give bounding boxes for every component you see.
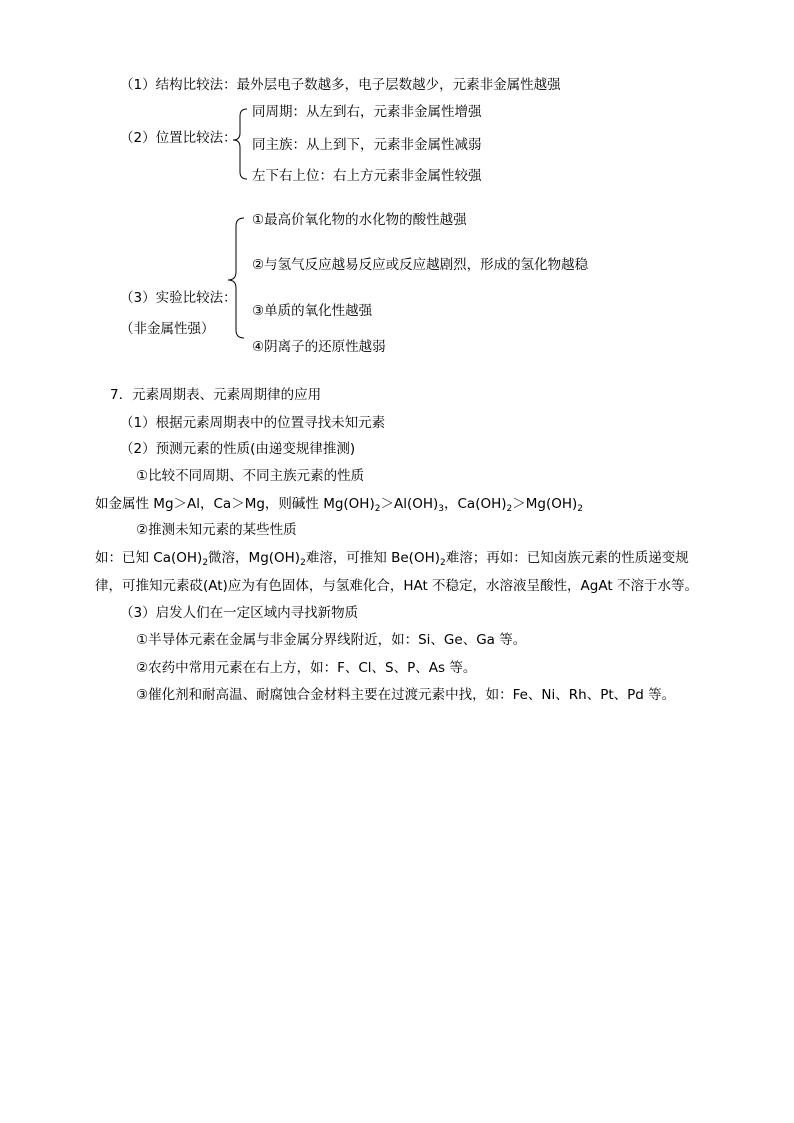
section-heading: 7．元素周期表、元素周期律的应用 [110,387,322,403]
position-item-lower-left-upper-right: 左下右上位：右上方元素非金属性较强 [252,168,482,184]
paragraph-3-item-catalyst: ③催化剂和耐高温、耐腐蚀合金材料主要在过渡元素中找，如：Fe、Ni、Rh、Pt、Pd 等。 [136,687,676,703]
experiment-item-hydrogen: ②与氢气反应越易反应或反应越剧烈，形成的氢化物越稳 [252,257,589,273]
struct-text: 最外层电子数越多，电子层数越少，元素非金属性越强 [236,77,561,93]
experiment-item-acid: ①最高价氧化物的水化物的酸性越强 [252,212,467,228]
struct-label: （1）结构比较法： [120,77,237,93]
paragraph-2b: ②推测未知元素的某些性质 [136,522,297,538]
example-2-line-2: 律，可推知元素砹(At)应为有色固体，与氢难化合，HAt 不稳定，水溶液呈酸性，AgAt 不溶于水等。 [95,578,698,594]
experiment-label: （3）实验比较法： [120,290,237,306]
position-item-same-group: 同主族：从上到下，元素非金属性减弱 [252,137,482,153]
position-item-same-period: 同周期：从左到右，元素非金属性增强 [252,104,482,120]
experiment-sublabel: （非金属性强） [120,321,215,337]
paragraph-3-item-semiconductor: ①半导体元素在金属与非金属分界线附近，如：Si、Ge、Ga 等。 [136,632,527,648]
paragraph-1: （1）根据元素周期表中的位置寻找未知元素 [120,415,386,431]
paragraph-3: （3）启发人们在一定区域内寻找新物质 [120,605,359,621]
paragraph-3-item-pesticide: ②农药中常用元素在右上方，如：F、Cl、S、P、As 等。 [136,660,477,676]
example-1: 如金属性 Mg＞Al，Ca＞Mg，则碱性 $Mg(OH)_2>Al(OH)_3$，$Ca(OH)_2>Mg(OH)_2$ [95,496,584,514]
experiment-item-oxidizing: ③单质的氧化性越强 [252,303,373,319]
example-2-line-1: 如：已知 $Ca(OH)_2$微溶，$Mg(OH)_2$难溶，可推知 $Be(OH)_2$难溶；再如：已知卤族元素的性质递变规 [95,550,689,568]
position-label: （2）位置比较法： [120,130,237,146]
experiment-item-anion: ④阴离子的还原性越弱 [252,339,386,355]
paragraph-2: （2）预测元素的性质(由递变规律推测) [120,441,356,457]
paragraph-2a: ①比较不同周期、不同主族元素的性质 [136,468,365,484]
